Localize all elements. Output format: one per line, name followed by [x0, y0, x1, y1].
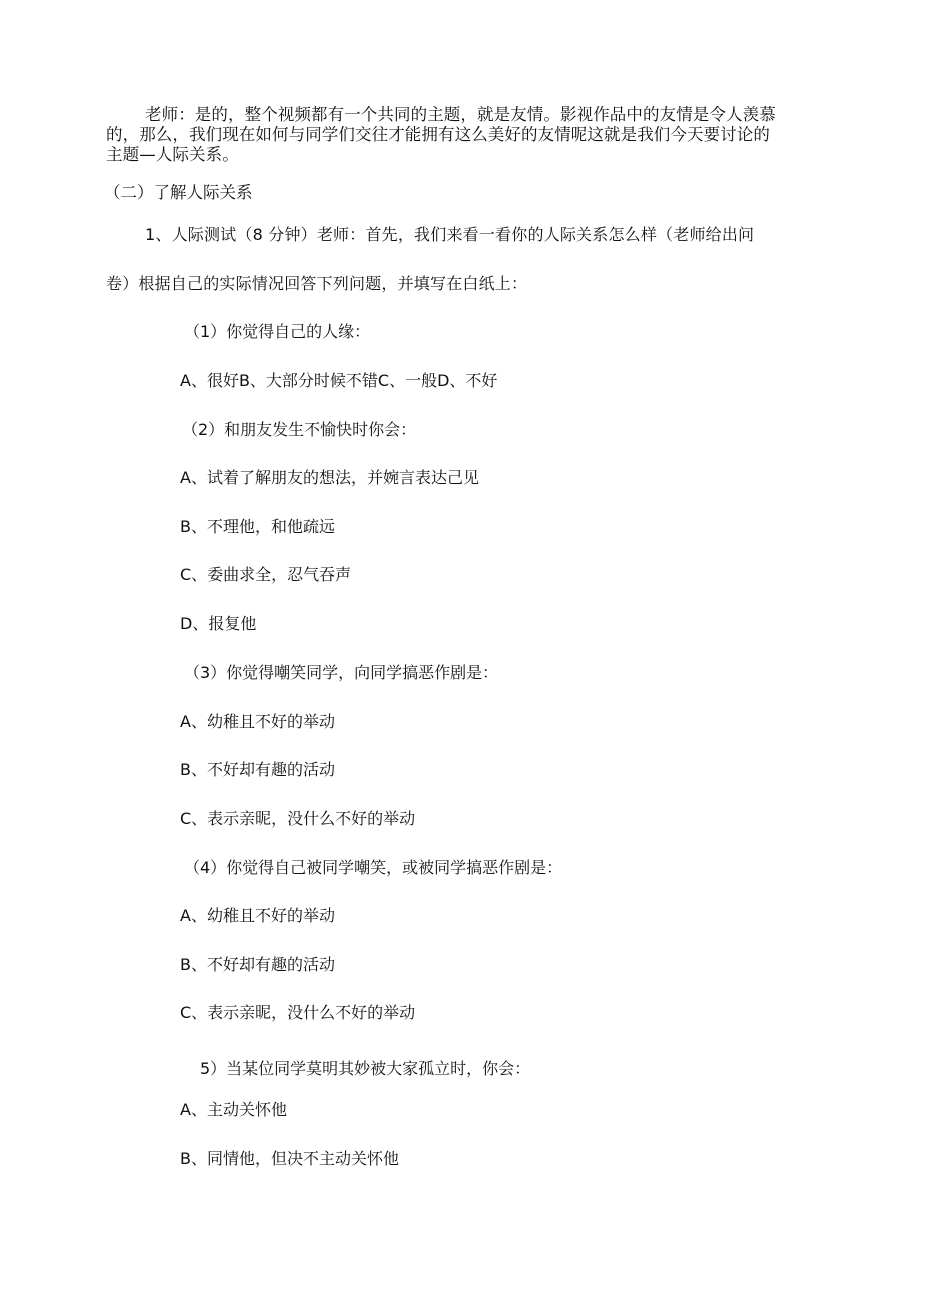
section-paragraph-line-2: 卷）根据自己的实际情况回答下列问题，并填写在白纸上：: [106, 274, 528, 293]
intro-line-3: 主题—人际关系。: [106, 145, 239, 164]
question-2-option-a: A、试着了解朋友的想法，并婉言表达己见: [180, 468, 479, 487]
question-5-option-b: B、同情他，但决不主动关怀他: [180, 1149, 399, 1168]
question-2-option-b: B、不理他，和他疏远: [180, 517, 335, 536]
question-2-option-d: D、报复他: [180, 614, 257, 633]
question-4-prompt: （4）你觉得自己被同学嘲笑，或被同学搞恶作剧是：: [184, 858, 563, 877]
question-4-option-a: A、幼稚且不好的举动: [180, 906, 335, 925]
question-4-option-c: C、表示亲昵，没什么不好的举动: [180, 1003, 416, 1022]
question-1-prompt: （1）你觉得自己的人缘：: [184, 322, 371, 341]
question-4-option-b: B、不好却有趣的活动: [180, 955, 335, 974]
question-5-option-a: A、主动关怀他: [180, 1100, 287, 1119]
section-paragraph-line-1: 1、人际测试（8 分钟）老师：首先，我们来看一看你的人际关系怎么样（老师给出问: [145, 225, 755, 244]
intro-line-2: 的，那么，我们现在如何与同学们交往才能拥有这么美好的友情呢这就是我们今天要讨论的: [106, 125, 770, 144]
question-3-prompt: （3）你觉得嘲笑同学，向同学搞恶作剧是：: [184, 663, 499, 682]
question-2-option-c: C、委曲求全，忍气吞声: [180, 565, 352, 584]
question-3-option-a: A、幼稚且不好的举动: [180, 712, 335, 731]
question-1-option-a: A、很好B、大部分时候不错C、一般D、不好: [180, 371, 498, 390]
intro-line-1: 老师：是的，整个视频都有一个共同的主题，就是友情。影视作品中的友情是令人羡慕: [145, 105, 776, 124]
section-heading: （二）了解人际关系: [104, 183, 253, 202]
question-2-prompt: （2）和朋友发生不愉快时你会：: [182, 420, 417, 439]
question-3-option-c: C、表示亲昵，没什么不好的举动: [180, 809, 416, 828]
question-5-prompt: 5）当某位同学莫明其妙被大家孤立时，你会：: [200, 1059, 531, 1078]
question-3-option-b: B、不好却有趣的活动: [180, 760, 335, 779]
